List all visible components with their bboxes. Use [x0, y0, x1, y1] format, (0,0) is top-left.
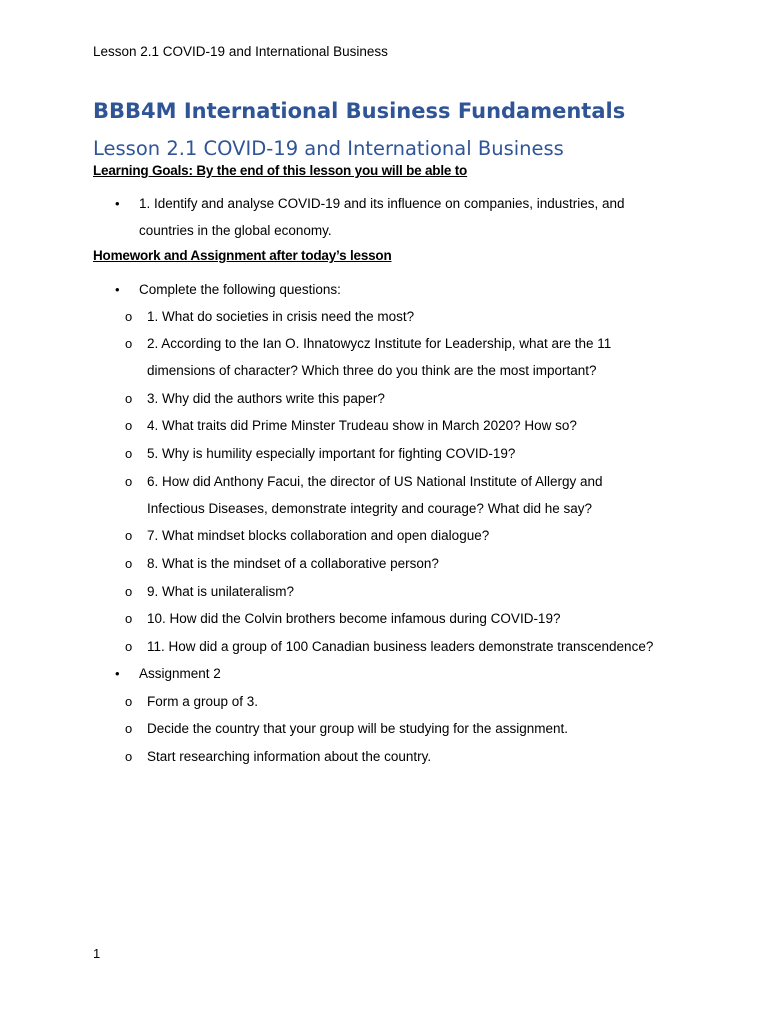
- question-text: 6. How did Anthony Facui, the director of US National Institute of Allergy and: [147, 474, 603, 489]
- sub-bullet-icon: o: [125, 556, 133, 571]
- lesson-subtitle: Lesson 2.1 COVID-19 and International Business: [93, 137, 564, 160]
- question-text: 11. How did a group of 100 Canadian business leaders demonstrate transcendence?: [147, 639, 654, 654]
- bullet-icon: •: [115, 196, 120, 211]
- page-number: 1: [93, 946, 101, 961]
- questions-intro-text: Complete the following questions:: [139, 282, 341, 297]
- question-text: 2. According to the Ian O. Ihnatowycz Institute for Leadership, what are the 11: [147, 336, 612, 351]
- assignment-step-text: Decide the country that your group will be studying for the assignment.: [147, 721, 568, 736]
- question-text-line2: dimensions of character? Which three do you think are the most important?: [147, 363, 597, 378]
- sub-bullet-icon: o: [125, 418, 133, 433]
- homework-heading: Homework and Assignment after today’s lesson: [93, 248, 392, 263]
- sub-bullet-icon: o: [125, 391, 133, 406]
- sub-bullet-icon: o: [125, 309, 133, 324]
- sub-bullet-icon: o: [125, 749, 133, 764]
- learning-goals-heading: Learning Goals: By the end of this lesson you will be able to: [93, 163, 468, 178]
- running-header: Lesson 2.1 COVID-19 and International Business: [93, 44, 388, 59]
- sub-bullet-icon: o: [125, 611, 133, 626]
- sub-bullet-icon: o: [125, 528, 133, 543]
- sub-bullet-icon: o: [125, 446, 133, 461]
- question-text: 8. What is the mindset of a collaborative person?: [147, 556, 439, 571]
- sub-bullet-icon: o: [125, 721, 133, 736]
- sub-bullet-icon: o: [125, 474, 133, 489]
- sub-bullet-icon: o: [125, 336, 133, 351]
- bullet-icon: •: [115, 282, 120, 297]
- question-text: 4. What traits did Prime Minster Trudeau show in March 2020? How so?: [147, 418, 577, 433]
- question-text: 3. Why did the authors write this paper?: [147, 391, 385, 406]
- question-text: 1. What do societies in crisis need the most?: [147, 309, 415, 324]
- assignment-step-text: Start researching information about the country.: [147, 749, 432, 764]
- learning-goal-text-line2: countries in the global economy.: [139, 223, 332, 238]
- question-text: 7. What mindset blocks collaboration and open dialogue?: [147, 528, 490, 543]
- question-text-line2: Infectious Diseases, demonstrate integrity and courage? What did he say?: [147, 501, 592, 516]
- sub-bullet-icon: o: [125, 694, 133, 709]
- question-text: 10. How did the Colvin brothers become infamous during COVID-19?: [147, 611, 561, 626]
- sub-bullet-icon: o: [125, 584, 133, 599]
- bullet-icon: •: [115, 666, 120, 681]
- assignment-step-text: Form a group of 3.: [147, 694, 259, 709]
- question-text: 9. What is unilateralism?: [147, 584, 295, 599]
- learning-goal-text-line1: 1. Identify and analyse COVID-19 and its influence on companies, industries, and: [139, 196, 625, 211]
- document-title: BBB4M International Business Fundamentals: [93, 99, 626, 123]
- sub-bullet-icon: o: [125, 639, 133, 654]
- assignment-label: Assignment 2: [139, 666, 221, 681]
- question-text: 5. Why is humility especially important for fighting COVID-19?: [147, 446, 516, 461]
